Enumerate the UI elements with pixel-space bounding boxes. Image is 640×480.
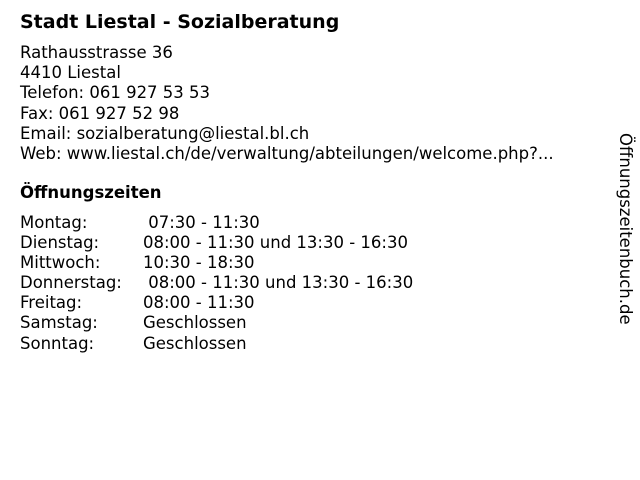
city: 4410 Liestal <box>20 63 121 83</box>
day-hours: Geschlossen <box>143 313 247 333</box>
page-title: Stadt Liestal - Sozialberatung <box>20 11 340 33</box>
day-label: Montag: <box>20 213 88 232</box>
hours-row <box>20 233 413 253</box>
day-label: Samstag: <box>20 313 98 333</box>
contact-block <box>20 43 554 164</box>
fax: Fax: 061 927 52 98 <box>20 103 180 123</box>
day-label: Donnerstag: <box>20 273 122 293</box>
phone: Telefon: 061 927 53 53 <box>20 83 211 103</box>
website: Web: www.liestal.ch/de/verwaltung/abteilungen/welcome.php?... <box>20 144 554 164</box>
hours-row <box>20 293 413 313</box>
opening-hours-table <box>20 213 413 354</box>
day-hours: 07:30 - 11:30 <box>143 213 260 232</box>
hours-row <box>20 334 413 354</box>
day-label: Sonntag: <box>20 333 95 353</box>
day-label: Dienstag: <box>20 233 100 253</box>
street-address: Rathausstrasse 36 <box>20 43 173 62</box>
email: Email: sozialberatung@liestal.bl.ch <box>20 123 310 143</box>
day-hours: Geschlossen <box>143 333 247 353</box>
day-label: Freitag: <box>20 293 83 313</box>
day-hours: 08:00 - 11:30 und 13:30 - 16:30 <box>143 233 408 253</box>
site-watermark: Öffnungszeitenbuch.de <box>616 133 635 325</box>
hours-row <box>20 253 413 273</box>
day-hours: 08:00 - 11:30 und 13:30 - 16:30 <box>143 273 414 293</box>
day-label: Mittwoch: <box>20 253 101 273</box>
hours-row <box>20 313 413 333</box>
opening-hours-heading: Öffnungszeiten <box>20 183 162 202</box>
hours-row <box>20 213 413 233</box>
day-hours: 10:30 - 18:30 <box>143 253 255 273</box>
hours-row <box>20 273 413 293</box>
day-hours: 08:00 - 11:30 <box>143 293 255 313</box>
